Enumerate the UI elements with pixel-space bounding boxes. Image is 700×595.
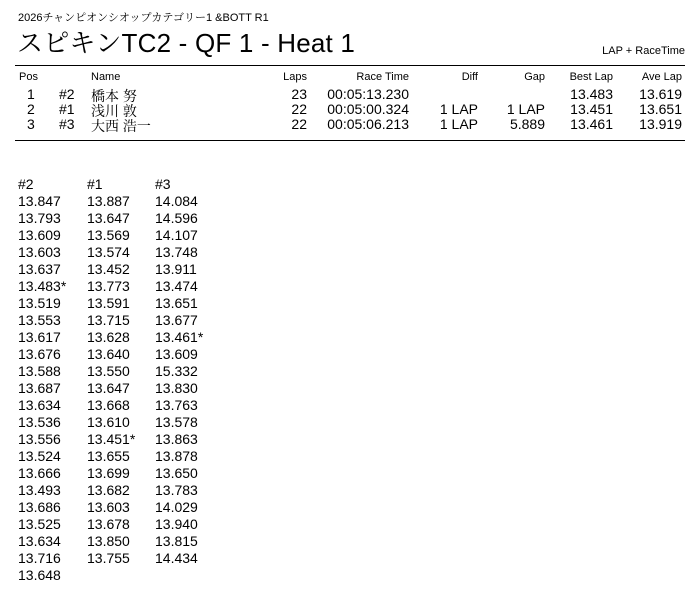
lap-time: 13.550 — [87, 363, 130, 379]
lap-time: 13.676 — [18, 346, 61, 362]
lap-time: 13.887 — [87, 193, 130, 209]
lap-time: 13.574 — [87, 244, 130, 260]
lap-times-car-header: #3 — [155, 176, 171, 192]
result-best-lap: 13.483 — [570, 86, 613, 102]
result-best-lap: 13.461 — [570, 116, 613, 132]
result-ave-lap: 13.919 — [639, 116, 682, 132]
lap-time: 13.815 — [155, 533, 198, 549]
lap-time: 13.519 — [18, 295, 61, 311]
result-gap: 5.889 — [509, 116, 545, 132]
timing-mode-label: LAP + RaceTime — [602, 45, 685, 57]
result-pos: 3 — [27, 116, 35, 132]
lap-time: 13.773 — [87, 278, 130, 294]
result-gap: 1 LAP — [506, 101, 545, 117]
result-name: 浅川 敦 — [91, 103, 137, 119]
result-best-lap: 13.451 — [570, 101, 613, 117]
lap-time: 13.524 — [18, 448, 61, 464]
col-best-lap-header: Best Lap — [569, 71, 613, 83]
result-car: #1 — [59, 101, 75, 117]
lap-time: 13.610 — [87, 414, 130, 430]
result-name: 橋本 努 — [91, 88, 137, 104]
col-diff-header: Diff — [461, 71, 478, 83]
lap-time: 13.452 — [87, 261, 130, 277]
col-ave-lap-header: Ave Lap — [641, 71, 682, 83]
results-row — [15, 101, 685, 119]
result-car: #2 — [59, 86, 75, 102]
lap-time: 13.637 — [18, 261, 61, 277]
lap-time: 13.783 — [155, 482, 198, 498]
result-laps: 22 — [291, 116, 307, 132]
lap-time: 14.107 — [155, 227, 198, 243]
lap-time: 14.434 — [155, 550, 198, 566]
lap-time: 13.686 — [18, 499, 61, 515]
lap-time: 13.793 — [18, 210, 61, 226]
lap-time: 13.847 — [18, 193, 61, 209]
lap-time: 13.634 — [18, 397, 61, 413]
result-laps: 23 — [291, 86, 307, 102]
lap-time: 13.483* — [18, 278, 67, 294]
lap-time: 13.911 — [155, 261, 197, 277]
results-table — [15, 71, 685, 134]
result-ave-lap: 13.651 — [639, 101, 682, 117]
lap-time: 13.609 — [18, 227, 61, 243]
lap-time: 13.603 — [87, 499, 130, 515]
lap-time: 13.715 — [87, 312, 130, 328]
results-row — [15, 86, 685, 104]
lap-time: 13.591 — [87, 295, 130, 311]
lap-time: 14.084 — [155, 193, 198, 209]
lap-time: 13.603 — [18, 244, 61, 260]
lap-time: 13.940 — [155, 516, 198, 532]
result-race-time: 00:05:06.213 — [327, 116, 409, 132]
result-laps: 22 — [291, 101, 307, 117]
event-title: 2026チャンピオンシオップカテゴリー1 &BOTT R1 — [18, 12, 269, 24]
lap-time: 13.536 — [18, 414, 61, 430]
lap-time: 13.493 — [18, 482, 61, 498]
lap-time: 13.648 — [18, 567, 61, 583]
result-pos: 2 — [27, 101, 35, 117]
lap-times-car-header: #1 — [87, 176, 103, 192]
lap-times-car-header: #2 — [18, 176, 34, 192]
lap-times-column — [155, 176, 225, 567]
col-laps-header: Laps — [283, 71, 307, 83]
lap-times-column — [87, 176, 157, 567]
col-pos-header: Pos — [19, 71, 38, 83]
col-name-header: Name — [91, 71, 121, 83]
lap-time: 13.748 — [155, 244, 198, 260]
lap-time: 13.647 — [87, 380, 130, 396]
lap-time: 13.474 — [155, 278, 198, 294]
header-divider — [15, 65, 685, 66]
lap-time: 13.650 — [155, 465, 198, 481]
results-row — [15, 116, 685, 134]
lap-time: 13.651 — [155, 295, 198, 311]
lap-time: 13.668 — [87, 397, 130, 413]
col-gap-header: Gap — [524, 71, 545, 83]
result-name: 大西 浩一 — [91, 118, 151, 134]
lap-time: 13.677 — [155, 312, 198, 328]
lap-time: 13.461* — [155, 329, 204, 345]
lap-time: 13.850 — [87, 533, 130, 549]
lap-time: 13.569 — [87, 227, 130, 243]
lap-time: 13.634 — [18, 533, 61, 549]
result-race-time: 00:05:13.230 — [327, 86, 409, 102]
lap-time: 13.716 — [18, 550, 61, 566]
lap-time: 14.029 — [155, 499, 198, 515]
results-header-row — [15, 71, 685, 85]
lap-time: 13.525 — [18, 516, 61, 532]
lap-time: 13.830 — [155, 380, 198, 396]
col-race-time-header: Race Time — [356, 71, 409, 83]
lap-time: 13.699 — [87, 465, 130, 481]
lap-time: 13.863 — [155, 431, 198, 447]
lap-time: 13.878 — [155, 448, 198, 464]
lap-time: 13.655 — [87, 448, 130, 464]
result-diff: 1 LAP — [439, 101, 478, 117]
lap-time: 13.556 — [18, 431, 61, 447]
lap-time: 13.588 — [18, 363, 61, 379]
lap-time: 13.682 — [87, 482, 130, 498]
lap-time: 13.687 — [18, 380, 61, 396]
lap-time: 13.628 — [87, 329, 130, 345]
lap-time: 15.332 — [155, 363, 198, 379]
lap-time: 13.451* — [87, 431, 136, 447]
lap-time: 13.553 — [18, 312, 61, 328]
lap-time: 13.617 — [18, 329, 61, 345]
lap-time: 13.755 — [87, 550, 130, 566]
result-race-time: 00:05:00.324 — [327, 101, 409, 117]
lap-time: 13.609 — [155, 346, 198, 362]
lap-times-column — [18, 176, 88, 584]
lap-time: 13.666 — [18, 465, 61, 481]
lap-time: 13.640 — [87, 346, 130, 362]
results-divider — [15, 140, 685, 141]
result-car: #3 — [59, 116, 75, 132]
result-ave-lap: 13.619 — [639, 86, 682, 102]
lap-time: 13.763 — [155, 397, 198, 413]
lap-time: 13.647 — [87, 210, 130, 226]
lap-time: 13.578 — [155, 414, 198, 430]
lap-time: 13.678 — [87, 516, 130, 532]
result-diff: 1 LAP — [439, 116, 478, 132]
result-pos: 1 — [27, 86, 35, 102]
lap-time: 14.596 — [155, 210, 198, 226]
page-title: スピキンTC2 - QF 1 - Heat 1 — [17, 28, 356, 58]
